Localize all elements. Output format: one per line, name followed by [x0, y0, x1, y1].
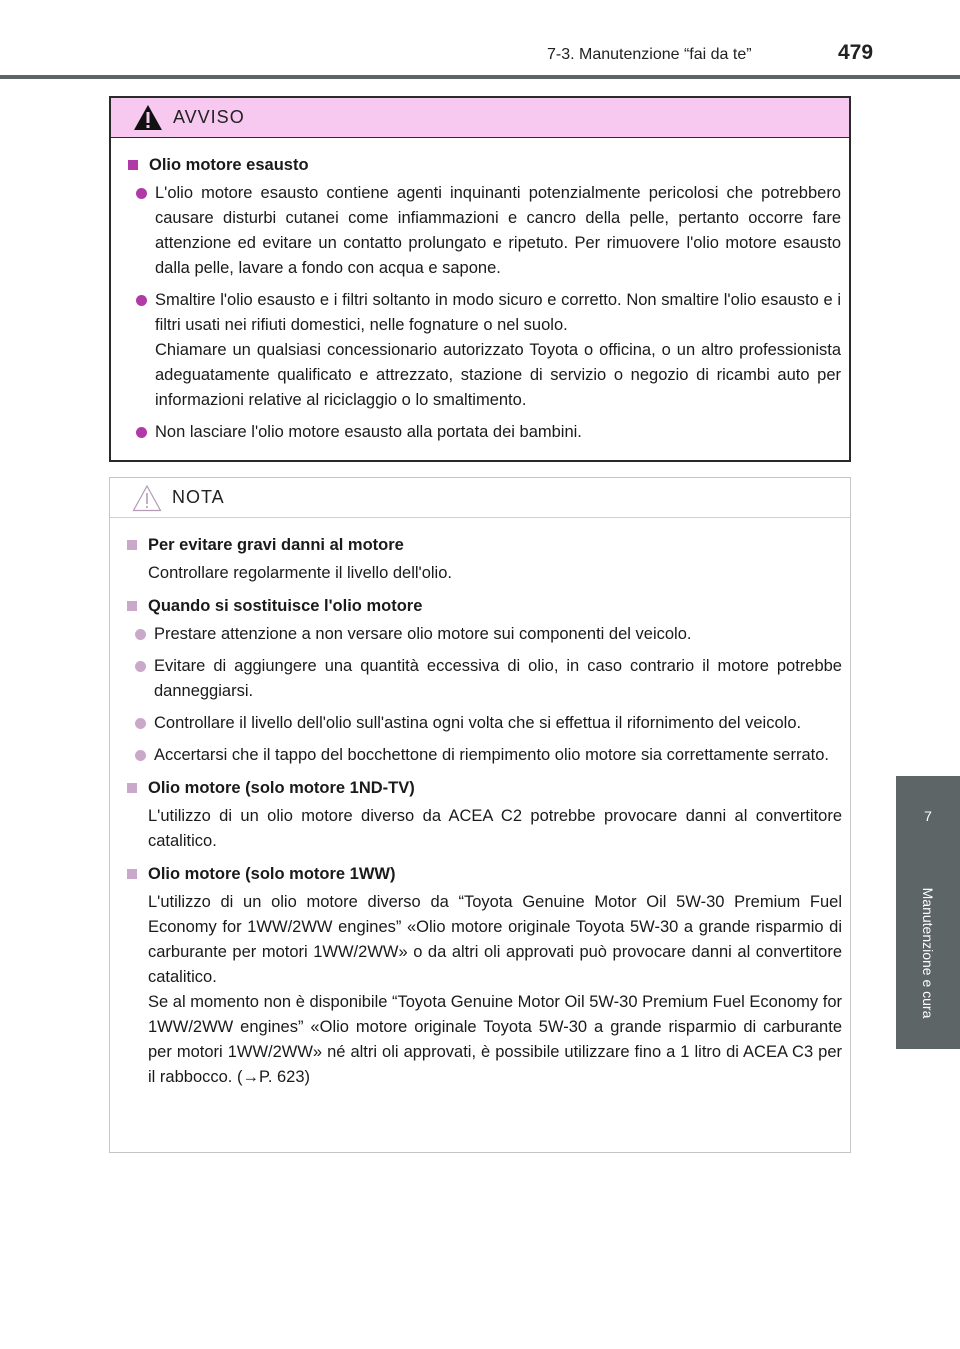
section-title: Olio motore (solo motore 1ND-TV) [124, 777, 842, 800]
section-title: Olio motore (solo motore 1WW) [124, 863, 842, 886]
header-rule [0, 75, 960, 79]
section-paragraph: Se al momento non è disponibile “Toyota Genuine Motor Oil 5W-30 Premium Fuel Economy for 1WW/2WW engines” «Olio motore originale Toyota 5W-30 a grande risparmio di carburante per motori 1WW/2WW» né altri oli approvati, è possibile utilizzare fino a 1 litro di ACEA C3 per il rabbocco. (→P. 623) [148, 993, 842, 1086]
bullet-item [125, 420, 841, 445]
bullet-item [125, 288, 841, 413]
warning-box-title: AVVISO [173, 107, 245, 127]
warning-box-body [111, 138, 849, 445]
section-title: Quando si sostituisce l'olio motore [124, 595, 842, 618]
warning-box [109, 96, 851, 462]
bullet-text: L'olio motore esausto contiene agenti inquinanti potenzialmente pericolosi che potrebbero causare disturbi cutanei come infiammazioni e cancro della pelle, pertanto occorre fare attenzione ed evitare un contatto prolungato e ripetuto. Per rimuovere l'olio motore esausto dalla pelle, lavare a fondo con acqua e sapone. [155, 184, 841, 277]
notice-box-title: NOTA [172, 487, 225, 507]
page-number: 479 [838, 41, 874, 64]
section-paragraph: L'utilizzo di un olio motore diverso da “Toyota Genuine Motor Oil 5W-30 Premium Fuel Economy for 1WW/2WW engines” «Olio motore originale Toyota 5W-30 a grande risparmio di carburante per motori 1WW/2WW» o da altri oli approvati può provocare danni al convertitore catalitico. [148, 893, 842, 986]
notice-box [109, 477, 851, 1153]
bullet-text: Controllare il livello dell'olio sull'astina ogni volta che si effettua il rifornimento del veicolo. [154, 714, 802, 732]
bullet-item [125, 181, 841, 281]
chapter-tab-label-text: Manutenzione e cura [920, 887, 936, 1018]
caution-triangle-icon [132, 484, 162, 512]
header-section-title: 7-3. Manutenzione “fai da te” [547, 46, 752, 63]
warning-triangle-icon [133, 104, 163, 131]
section-text [124, 890, 842, 1090]
bullet-text: Evitare di aggiungere una quantità eccessiva di olio, in caso contrario il motore potrebbe danneggiarsi. [154, 657, 842, 700]
section-title: Per evitare gravi danni al motore [124, 534, 842, 557]
bullet-text: Non lasciare l'olio motore esausto alla portata dei bambini. [155, 423, 582, 441]
bullet-text: Smaltire l'olio esausto e i filtri soltanto in modo sicuro e corretto. Non smaltire l'olio esausto e i filtri usati nei rifiuti domestici, nelle fognature o nel suolo. [155, 291, 841, 334]
notice-box-header [110, 478, 850, 518]
warning-box-header [111, 98, 849, 138]
bullet-item [124, 743, 842, 768]
bullet-item [124, 654, 842, 704]
chapter-tab-label[interactable] [896, 856, 960, 1049]
bullet-item [124, 622, 842, 647]
bullet-item [124, 711, 842, 736]
section-text: L'utilizzo di un olio motore diverso da ACEA C2 potrebbe provocare danni al convertitore catalitico. [148, 807, 842, 850]
notice-box-body [110, 518, 850, 1090]
bullet-text: Prestare attenzione a non versare olio motore sui componenti del veicolo. [154, 625, 692, 643]
bullet-text: Accertarsi che il tappo del bocchettone di riempimento olio motore sia correttamente serrato. [154, 746, 829, 764]
chapter-tab-number[interactable]: 7 [896, 776, 960, 856]
section-text: Controllare regolarmente il livello dell'olio. [148, 564, 452, 582]
section-title: Olio motore esausto [125, 154, 841, 177]
bullet-text-continuation: Chiamare un qualsiasi concessionario autorizzato Toyota o officina, o un altro professionista adeguatamente qualificato e attrezzato, stazione di servizio o negozio di ricambi auto per informazioni relative al riciclaggio o lo smaltimento. [155, 341, 841, 409]
